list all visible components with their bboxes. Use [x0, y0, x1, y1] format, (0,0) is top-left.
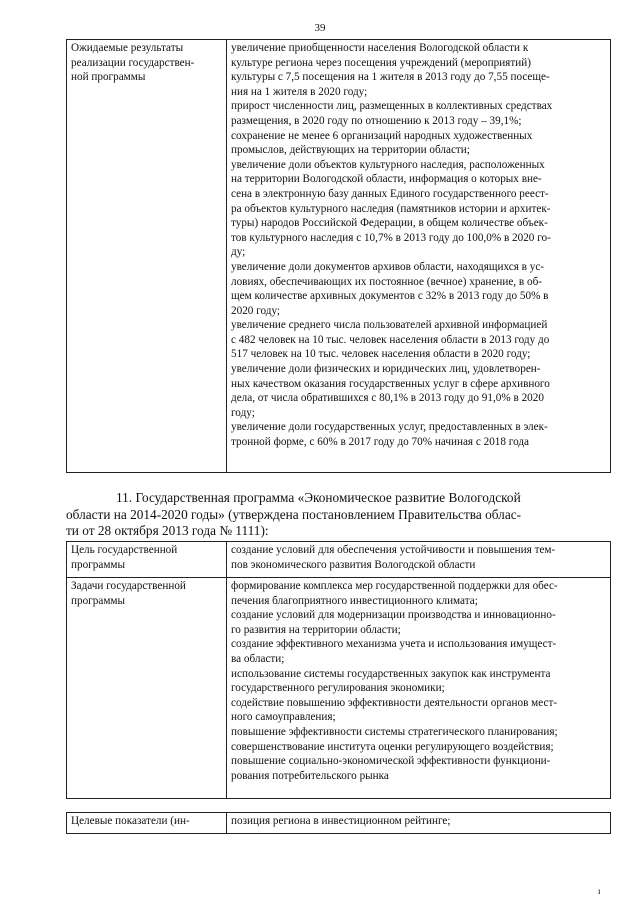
- text-line: увеличение доли физических и юридических лиц, удовлетворен-: [231, 363, 541, 376]
- text-line: повышение эффективности системы стратегического планирования;: [231, 725, 558, 738]
- text-line: формирование комплекса мер государственной поддержки для обес-: [231, 580, 558, 592]
- text-line: ния на 1 жителя в 2020 году;: [231, 85, 368, 98]
- heading-line: 11. Государственная программа «Экономическое развитие Вологодской: [116, 490, 521, 505]
- label-line: Целевые показатели (ин-: [71, 815, 190, 827]
- text-line: создание условий для модернизации производства и инновационно-: [231, 609, 556, 622]
- text-line: ду;: [231, 246, 246, 259]
- text-line: содействие повышению эффективности деятельности органов мест-: [231, 696, 558, 709]
- text-line: повышение социально-экономической эффективности функциони-: [231, 755, 551, 768]
- row-value: [227, 578, 611, 799]
- label-line: программы: [71, 558, 125, 571]
- text-line: культуре региона через посещения учреждений (мероприятий): [231, 56, 531, 69]
- text-line: ловиях, обеспечивающих их постоянное (вечное) хранение, в об-: [231, 275, 542, 288]
- text-line: прирост численности лиц, размещенных в коллективных средствах: [231, 100, 553, 113]
- indicators-table: [66, 812, 611, 834]
- text-line: увеличение доли государственных услуг, предоставленных в элек-: [231, 421, 548, 434]
- program-table: [66, 541, 611, 799]
- text-line: увеличение доли документов архивов области, находящихся в ус-: [231, 260, 545, 273]
- label-line: программы: [71, 594, 125, 607]
- text-line: на территории Вологодской области, информация о которых вне-: [231, 173, 542, 186]
- text-line: сохранение не менее 6 организаций народных художественных: [231, 129, 533, 142]
- row-value: [227, 813, 611, 834]
- text-line: увеличение доли объектов культурного наследия, расположенных: [231, 158, 545, 171]
- text-line: увеличение приобщенности населения Вологодской области к: [231, 42, 529, 54]
- heading-line: области на 2014-2020 годы» (утверждена постановлением Правительства облас-: [66, 506, 522, 522]
- text-line: щем количестве архивных документов с 32% в 2013 году до 50% в: [231, 290, 549, 303]
- text-line: дела, от числа обратившихся с 80,1% в 2013 году до 91,0% в 2020: [231, 392, 544, 405]
- text-line: культуры с 7,5 посещения на 1 жителя в 2013 году до 7,55 посеще-: [231, 71, 550, 84]
- text-line: ра объектов культурного наследия (памятников истории и архитек-: [231, 202, 551, 215]
- label-line: Цель государственной: [71, 544, 178, 556]
- text-line: государственного регулирования экономики;: [231, 682, 445, 695]
- text-line: 517 человек на 10 тыс. человек населения области в 2020 году;: [231, 348, 531, 361]
- results-table: [66, 39, 611, 473]
- row-label: [67, 40, 227, 473]
- text-line: сена в электронную базу данных Единого государственного реест-: [231, 187, 549, 200]
- text-line: позиция региона в инвестиционном рейтинге;: [231, 815, 451, 827]
- text-line: тронной форме, с 60% в 2017 году до 70% начиная с 2018 года: [231, 436, 530, 449]
- label-line: Ожидаемые результаты: [71, 42, 184, 54]
- row-label: [67, 578, 227, 799]
- page-number: 39: [314, 22, 326, 34]
- text-line: с 482 человек на 10 тыс. человек населения области в 2013 году до: [231, 333, 550, 346]
- text-line: использование системы государственных закупок как инструмента: [231, 667, 551, 680]
- text-line: создание условий для обеспечения устойчивости и повышения тем-: [231, 544, 556, 556]
- row-label: [67, 542, 227, 578]
- text-line: совершенствование института оценки регулирующего воздействия;: [231, 740, 554, 753]
- table-row: [67, 813, 611, 834]
- text-line: году;: [231, 406, 255, 419]
- text-line: ва области;: [231, 652, 285, 665]
- text-line: рования потребительского рынка: [231, 769, 389, 782]
- text-line: пов экономического развития Вологодской области: [231, 558, 476, 571]
- text-line: промыслов, действующих на территории области;: [231, 144, 470, 157]
- table-row: [67, 578, 611, 799]
- corner-mark: ı: [598, 886, 601, 896]
- text-line: тов культурного наследия с 10,7% в 2013 году до 100,0% в 2020 го-: [231, 231, 551, 244]
- label-line: Задачи государственной: [71, 580, 186, 592]
- text-line: туры) народов Российской Федерации, в общем количестве объек-: [231, 217, 548, 230]
- text-line: 2020 году;: [231, 304, 280, 317]
- text-line: создание эффективного механизма учета и использования имущест-: [231, 638, 557, 651]
- text-line: размещения, в 2020 году по отношению к 2013 году – 39,1%;: [231, 114, 522, 127]
- text-line: ных качеством оказания государственных услуг в сфере архивного: [231, 377, 550, 390]
- row-value: [227, 542, 611, 578]
- row-value: [227, 40, 611, 473]
- text-line: ного самоуправления;: [231, 711, 336, 724]
- table-row: [67, 542, 611, 578]
- text-line: го развития на территории области;: [231, 623, 401, 636]
- table-row: [67, 40, 611, 473]
- label-line: ной программы: [71, 71, 146, 84]
- section-heading: [66, 490, 611, 540]
- text-line: печения благоприятного инвестиционного климата;: [231, 594, 478, 607]
- row-label: [67, 813, 227, 834]
- label-line: реализации государствен-: [71, 56, 195, 69]
- text-line: увеличение среднего числа пользователей архивной информацией: [231, 319, 548, 332]
- heading-line: ти от 28 октября 2013 года № 1111):: [66, 523, 269, 538]
